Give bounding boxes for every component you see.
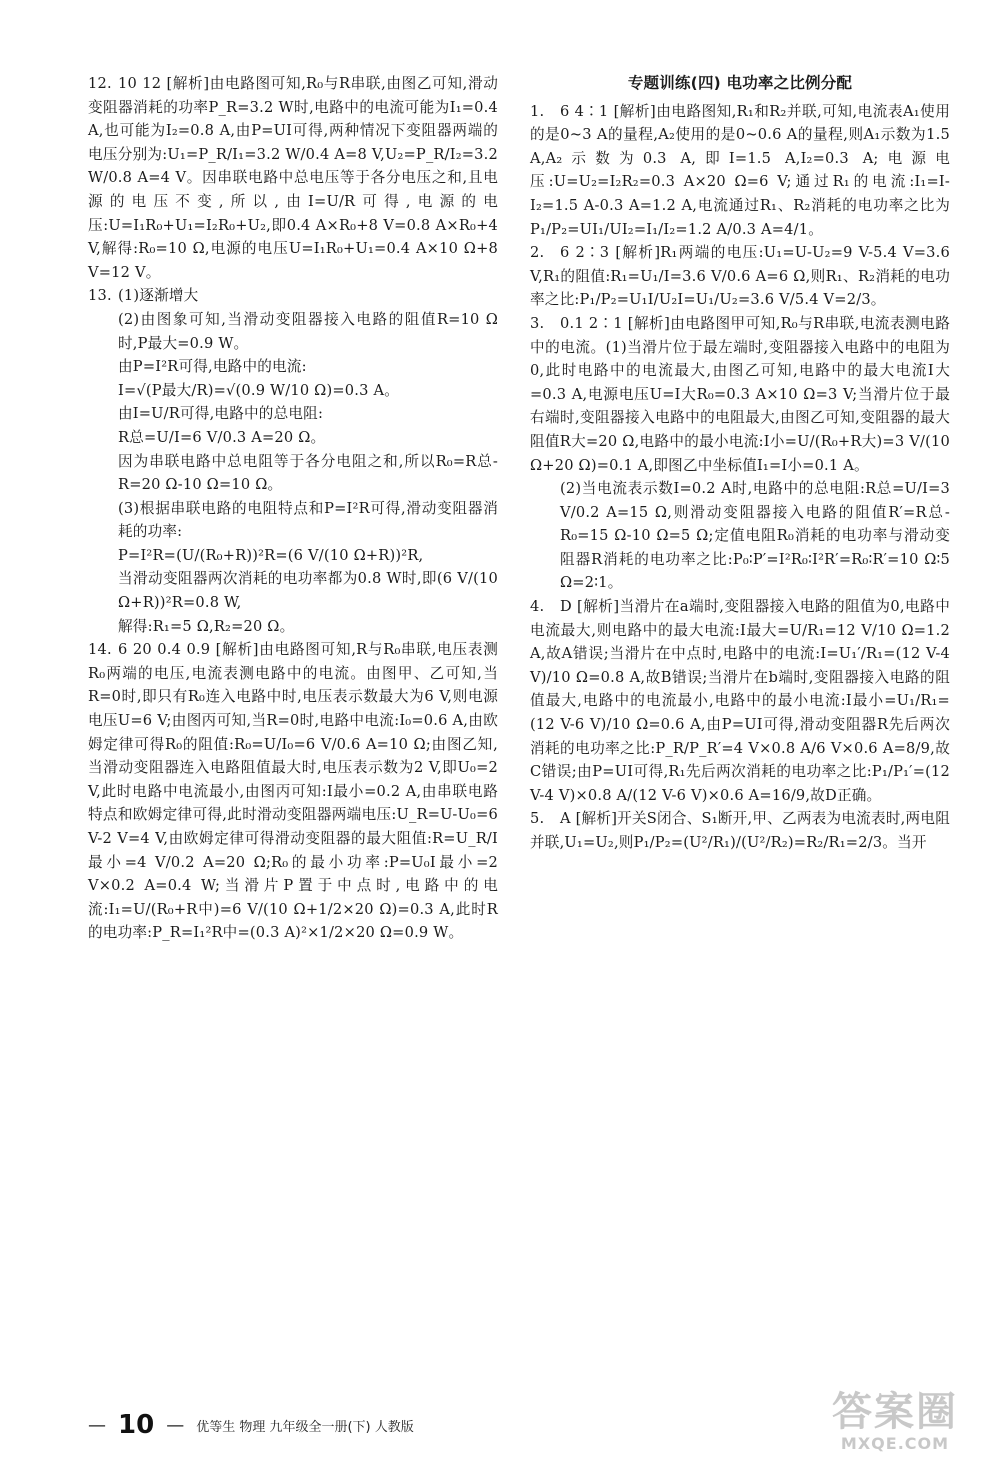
page-footer [88,1410,414,1440]
answer-item [530,595,950,807]
answer-line [88,497,498,544]
item-text: 6 20 0.4 0.9 [解析]由电路图可知,R与R₀串联,电压表测R₀两端的电压,电流表测电路中的电流。由图甲、乙可知,当R=0时,即只有R₀连入电路中时,电压表示数最大为6 V,则电源电压U=6 V;由图丙可知,当R=0时,电路中电流:I₀=0.6 A,由欧姆定律可得R₀的阻值:R₀=U/I₀=6 V/0.6 A=10 Ω;由图乙知,当滑动变阻器连入电路阻值最大时,电压表示数为2 V,即U₀=2 V,此时电路中电流最小,由图丙可知:I最小=0.2 A,由串联电路特点和欧姆定律可得,此时滑动变阻器两端电压:U_R=U-U₀=6 V-2 V=4 V,由欧姆定律可得滑动变阻器的最大阻值:R=U_R/I最小=4 V/0.2 A=20 Ω;R₀的最小功率:P=U₀I最小=2 V×0.2 A=0.4 W;当滑片P置于中点时,电路中的电流:I₁=U/(R₀+R中)=6 V/(10 Ω+1/2×20 Ω)=0.3 A,此时R的电功率:P_R=I₁²R中=(0.3 A)²×1/2×20 Ω=0.9 W。 [88,641,498,942]
item-text: A [解析]开关S闭合、S₁断开,甲、乙两表为电流表时,两电阻并联,U₁=U₂,则P₁/P₂=(U²/R₁)/(U²/R₂)=R₂/R₁=2/3。当开 [530,810,950,851]
item-text: R总=U/I=6 V/0.3 A=20 Ω。 [118,428,326,446]
answer-line [88,426,498,450]
item-number: 4. [530,598,545,616]
answer-line [88,567,498,614]
item-number: 2. [530,244,545,262]
answer-line [88,544,498,568]
answer-item [530,312,950,477]
watermark-logo [810,1390,980,1460]
item-text: (3)根据串联电路的电阻特点和P=I²R可得,滑动变阻器消耗的功率: [118,499,498,541]
watermark-text-bottom: MXQE.COM [840,1434,950,1453]
item-text: 10 12 [解析]由电路图可知,R₀与R串联,由图乙可知,滑动变阻器消耗的功率P_R=3.2 W时,电路中的电流可能为I₁=0.4 A,也可能为I₂=0.8 A,由P=UI可得,两种情况下变阻器两端的电压分别为:U₁=P_R/I₁=3.2 W/0.4 A=8 V,U₂=P_R/I₂=3.2 W/0.8 A=4 V。因串联电路中总电压等于各分电压之和,且电源的电压不变,所以,由I=U/R可得,电源的电压:U=I₁R₀+U₁=I₂R₀+U₂,即0.4 A×R₀+8 V=0.8 A×R₀+4 V,解得:R₀=10 Ω,电源的电压U=I₁R₀+U₁=0.4 A×10 Ω+8 V=12 V。 [88,75,498,281]
item-text: (1)逐渐增大 [118,287,199,305]
left-column [88,72,498,945]
item-text: 当滑动变阻器两次消耗的电功率都为0.8 W时,即(6 V/(10 Ω+R))²R=0.8 W, [118,570,498,612]
answer-item [530,100,950,242]
item-number: 12. [88,75,112,92]
answer-line [88,308,498,355]
section-title: 专题训练(四) 电功率之比例分配 [627,74,853,92]
answer-line [530,477,950,595]
right-column [530,72,950,855]
page-number: 10 [118,1410,155,1440]
book-info: 优等生 物理 九年级全一册(下) 人教版 [196,1419,414,1435]
answer-item [88,284,498,308]
answer-item [530,807,950,854]
item-text: 解得:R₁=5 Ω,R₂=20 Ω。 [118,617,295,635]
item-number: 13. [88,287,112,305]
item-text: I=√(P最大/R)=√(0.9 W/10 Ω)=0.3 A。 [118,381,399,399]
item-number: 5. [530,810,545,828]
item-number: 1. [530,102,545,120]
answer-item [530,241,950,312]
answer-line [88,402,498,426]
answer-line [88,615,498,639]
item-text: (2)由图象可知,当滑动变阻器接入电路的阻值R=10 Ω时,P最大=0.9 W。 [118,310,498,352]
answer-item [88,638,498,945]
answer-line [88,379,498,403]
item-text: 因为串联电路中总电阻等于各分电阻之和,所以R₀=R总-R=20 Ω-10 Ω=10 Ω。 [118,452,498,494]
item-text: 由I=U/R可得,电路中的总电阻: [118,405,324,423]
answer-item [88,72,498,284]
item-text: 由P=I²R可得,电路中的电流: [118,358,307,376]
item-text: 6 2∶3 [解析]R₁两端的电压:U₁=U-U₂=9 V-5.4 V=3.6 V,R₁的阻值:R₁=U₁/I=3.6 V/0.6 A=6 Ω,则R₁、R₂消耗的电功率之比:P₁/P₂=U₁I/U₂I=U₁/U₂=3.6 V/5.4 V=2/3。 [530,244,950,309]
item-number: 14. [88,641,112,659]
answer-line [88,450,498,497]
item-text: 0.1 2∶1 [解析]由电路图甲可知,R₀与R串联,电流表测电路中的电流。(1)当滑片位于最左端时,变阻器接入电路中的电阻为0,此时电路中的电流最大,由图乙可知,电路中的最大电流I大=0.3 A,电源电压U=I大R₀=0.3 A×10 Ω=3 V;当滑片位于最右端时,变阻器接入电路中的电阻最大,由图乙可知,变阻器的最大阻值R大=20 Ω,电路中的最小电流:I小=U/(R₀+R大)=3 V/(10 Ω+20 Ω)=0.1 A,即图乙中坐标值I₁=I小=0.1 A。 [530,314,950,474]
item-text: P=I²R=(U/(R₀+R))²R=(6 V/(10 Ω+R))²R, [118,546,424,564]
item-text: 6 4∶1 [解析]由电路图知,R₁和R₂并联,可知,电流表A₁使用的是0~3 A的量程,A₂使用的是0~0.6 A的量程,则A₁示数为1.5 A,A₂示数为0.3 A,即I=1.5 A,I₂=0.3 A;电源电压:U=U₂=I₂R₂=0.3 A×20 Ω=6 V;通过R₁的电流:I₁=I-I₂=1.5 A-0.3 A=1.2 A,电流通过R₁、R₂消耗的电功率之比为P₁/P₂=UI₁/UI₂=I₁/I₂=1.2 A/0.3 A=4/1。 [530,102,950,238]
item-number: 3. [530,314,545,332]
item-text: (2)当电流表示数I=0.2 A时,电路中的总电阻:R总=U/I=3 V/0.2 A=15 Ω,则滑动变阻器接入电路的阻值R′=R总-R₀=15 Ω-10 Ω=5 Ω;定值电阻R₀消耗的电功率与滑动变阻器R消耗的电功率之比:P₀∶P′=I²R₀∶I²R′=R₀∶R′=10 Ω∶5 Ω=2∶1。 [560,480,950,592]
item-text: D [解析]当滑片在a端时,变阻器接入电路的阻值为0,电路中电流最大,则电路中的最大电流:I最大=U/R₁=12 V/10 Ω=1.2 A,故A错误;当滑片在中点时,电路中的电流:I=U₁′/R₁=(12 V-4 V)/10 Ω=0.8 A,故B错误;当滑片在b端时,变阻器接入电路的阻值最大,电路中的电流最小,电路中的最小电流:I最小=U₁/R₁=(12 V-6 V)/10 Ω=0.6 A,由P=UI可得,滑动变阻器R先后两次消耗的电功率之比:P_R/P_R′=4 V×0.8 A/6 V×0.6 A=8/9,故C错误;由P=UI可得,R₁先后两次消耗的电功率之比:P₁/P₁′=(12 V-4 V)×0.8 A/(12 V-6 V)×0.6 A=16/9,故D正确。 [530,598,950,804]
footer-dash: — [166,1414,185,1436]
answer-line [88,355,498,379]
watermark-text-top: 答案圈 [832,1389,958,1435]
footer-dash: — [88,1414,106,1436]
